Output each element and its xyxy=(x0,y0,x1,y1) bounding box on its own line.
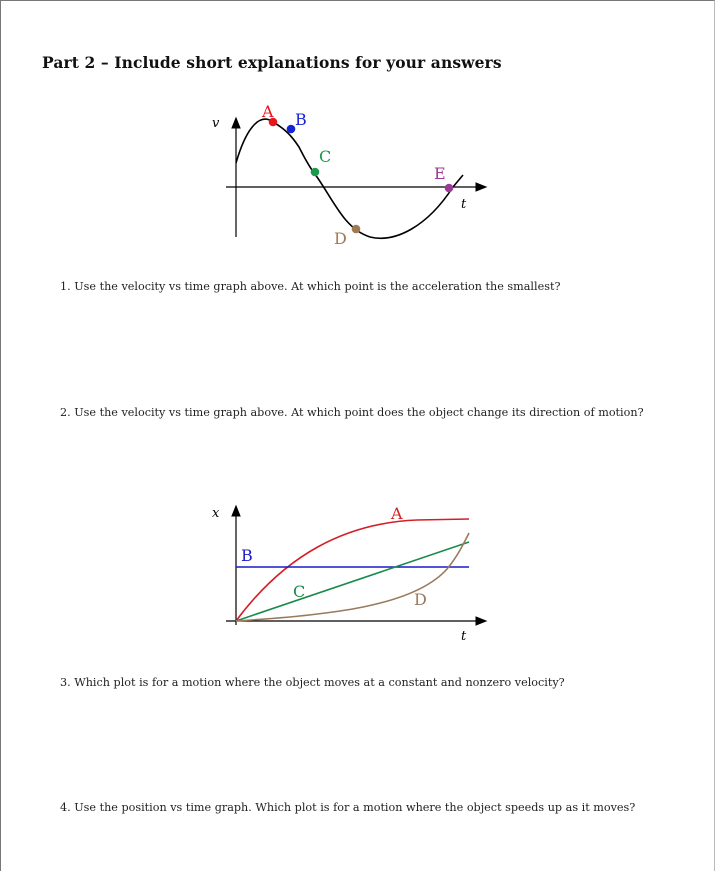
question-2: 2. Use the velocity vs time graph above. At which point does the object change its direction of motion? xyxy=(60,406,644,419)
v-axis-label: v xyxy=(212,116,220,131)
curve-a xyxy=(236,519,469,621)
curve-a-label: A xyxy=(391,504,403,523)
point-e-label: E xyxy=(434,164,446,183)
t-axis-label-2: t xyxy=(461,629,467,644)
point-c-label: C xyxy=(319,147,332,166)
point-d-label: D xyxy=(334,229,347,248)
point-a-label: A xyxy=(262,102,274,121)
curve-b-label: B xyxy=(241,546,253,565)
curve-c-label: C xyxy=(293,582,306,601)
question-3: 3. Which plot is for a motion where the object moves at a constant and nonzero velocity? xyxy=(60,676,565,689)
curve-d-label: D xyxy=(414,590,427,609)
x-axis-label: x xyxy=(212,506,220,521)
curve-d xyxy=(236,533,469,621)
point-b-label: B xyxy=(295,110,307,129)
point-c-dot xyxy=(311,168,320,177)
question-1: 1. Use the velocity vs time graph above. At which point is the acceleration the smallest? xyxy=(60,280,561,293)
velocity-curve xyxy=(236,119,463,238)
t-axis-label: t xyxy=(461,197,467,212)
velocity-time-graph xyxy=(195,95,505,255)
point-e-dot xyxy=(445,184,454,193)
point-b-dot xyxy=(287,125,296,134)
section-heading: Part 2 – Include short explanations for your answers xyxy=(42,53,502,72)
question-4: 4. Use the position vs time graph. Which plot is for a motion where the object speeds up as it moves? xyxy=(60,801,636,814)
position-time-graph xyxy=(195,495,505,655)
point-d-dot xyxy=(352,225,361,234)
